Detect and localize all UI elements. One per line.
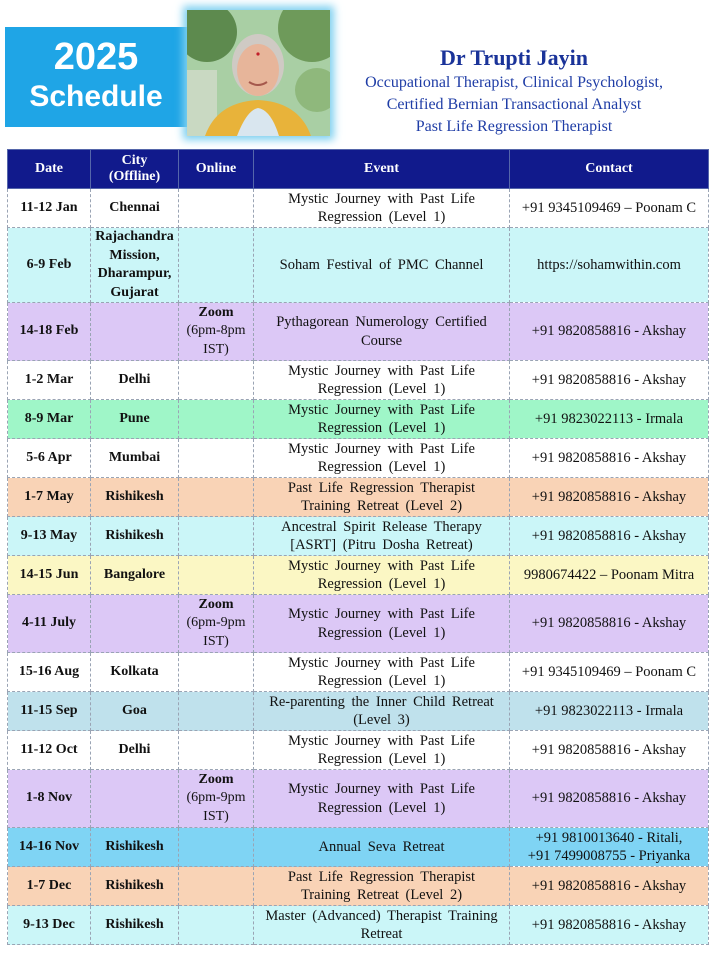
cell-city: Goa	[91, 692, 179, 731]
table-row	[8, 361, 709, 400]
cell-date: 11-12 Jan	[8, 189, 91, 228]
cell-contact: +91 9820858816 - Akshay	[510, 303, 709, 361]
doctor-name: Dr Trupti Jayin	[440, 45, 588, 70]
table-row	[8, 556, 709, 595]
cell-date: 4-11 July	[8, 595, 91, 653]
cell-online: Zoom (6pm-9pm IST)	[179, 595, 254, 653]
cell-contact: +91 9820858816 - Akshay	[510, 517, 709, 556]
table-row	[8, 653, 709, 692]
cell-city	[91, 303, 179, 361]
cell-date: 1-7 Dec	[8, 867, 91, 906]
cell-contact: +91 9820858816 - Akshay	[510, 361, 709, 400]
cell-event: Mystic Journey with Past Life Regression (Level 1)	[254, 361, 510, 400]
cell-online	[179, 478, 254, 517]
credential-line: Certified Bernian Transactional Analyst	[386, 96, 642, 113]
table-row	[8, 439, 709, 478]
cell-contact: +91 9820858816 - Akshay	[510, 731, 709, 770]
cell-city: Delhi	[91, 361, 179, 400]
cell-online	[179, 439, 254, 478]
table-row	[8, 692, 709, 731]
cell-online	[179, 828, 254, 867]
cell-online	[179, 556, 254, 595]
cell-event: Mystic Journey with Past Life Regression (Level 1)	[254, 731, 510, 770]
schedule-rows	[8, 189, 709, 945]
cell-city: Kolkata	[91, 653, 179, 692]
cell-date: 9-13 Dec	[8, 906, 91, 945]
cell-event: Past Life Regression Therapist Training Retreat (Level 2)	[254, 867, 510, 906]
badge-year: 2025	[53, 36, 139, 78]
cell-city: Chennai	[91, 189, 179, 228]
table-row	[8, 400, 709, 439]
table-row	[8, 770, 709, 828]
table-row	[8, 731, 709, 770]
cell-contact: +91 9823022113 - Irmala	[510, 400, 709, 439]
cell-date: 5-6 Apr	[8, 439, 91, 478]
cell-event: Pythagorean Numerology Certified Course	[254, 303, 510, 361]
cell-date: 1-2 Mar	[8, 361, 91, 400]
cell-online: Zoom (6pm-8pm IST)	[179, 303, 254, 361]
cell-event: Soham Festival of PMC Channel	[254, 228, 510, 303]
cell-date: 1-8 Nov	[8, 770, 91, 828]
col-header-city: City (Offline)	[91, 150, 179, 189]
cell-city: Rishikesh	[91, 517, 179, 556]
cell-event: Annual Seva Retreat	[254, 828, 510, 867]
profile-photo	[187, 10, 330, 136]
credential-line: Occupational Therapist, Clinical Psychologist,	[365, 74, 663, 91]
cell-city: Pune	[91, 400, 179, 439]
cell-event: Mystic Journey with Past Life Regression (Level 1)	[254, 653, 510, 692]
cell-date: 14-16 Nov	[8, 828, 91, 867]
cell-event: Mystic Journey with Past Life Regression (Level 1)	[254, 595, 510, 653]
cell-contact: 9980674422 – Poonam Mitra	[510, 556, 709, 595]
cell-online	[179, 731, 254, 770]
cell-contact: +91 9820858816 - Akshay	[510, 439, 709, 478]
cell-city: Mumbai	[91, 439, 179, 478]
table-row	[8, 595, 709, 653]
table-row	[8, 906, 709, 945]
cell-date: 8-9 Mar	[8, 400, 91, 439]
cell-contact: +91 9823022113 - Irmala	[510, 692, 709, 731]
cell-city: Rishikesh	[91, 906, 179, 945]
cell-city	[91, 595, 179, 653]
cell-contact: https://sohamwithin.com	[510, 228, 709, 303]
cell-city: Rishikesh	[91, 478, 179, 517]
cell-online	[179, 189, 254, 228]
cell-online	[179, 867, 254, 906]
cell-city: Bangalore	[91, 556, 179, 595]
cell-contact: +91 9345109469 – Poonam C	[510, 653, 709, 692]
cell-city	[91, 770, 179, 828]
cell-online	[179, 361, 254, 400]
cell-online	[179, 400, 254, 439]
cell-contact: +91 9820858816 - Akshay	[510, 770, 709, 828]
cell-contact: +91 9810013640 - Ritali, +91 7499008755 - Priyanka	[510, 828, 709, 867]
year-badge	[5, 27, 187, 127]
cell-online	[179, 653, 254, 692]
cell-contact: +91 9345109469 – Poonam C	[510, 189, 709, 228]
col-header-online: Online	[179, 150, 254, 189]
cell-date: 11-15 Sep	[8, 692, 91, 731]
table-row	[8, 828, 709, 867]
cell-contact: +91 9820858816 - Akshay	[510, 478, 709, 517]
cell-online	[179, 517, 254, 556]
cell-date: 14-15 Jun	[8, 556, 91, 595]
cell-online	[179, 906, 254, 945]
credential-line: Past Life Regression Therapist	[415, 118, 613, 135]
cell-event: Past Life Regression Therapist Training Retreat (Level 2)	[254, 478, 510, 517]
doctor-header	[338, 44, 690, 138]
schedule-table	[7, 149, 709, 945]
table-row	[8, 867, 709, 906]
cell-event: Mystic Journey with Past Life Regression (Level 1)	[254, 770, 510, 828]
cell-event: Ancestral Spirit Release Therapy [ASRT] (Pitru Dosha Retreat)	[254, 517, 510, 556]
cell-online	[179, 228, 254, 303]
table-header-row	[8, 150, 709, 189]
cell-city: Rajachandra Mission, Dharampur, Gujarat	[91, 228, 179, 303]
badge-label: Schedule	[29, 80, 163, 113]
cell-event: Mystic Journey with Past Life Regression (Level 1)	[254, 439, 510, 478]
cell-online: Zoom (6pm-9pm IST)	[179, 770, 254, 828]
cell-event: Master (Advanced) Therapist Training Retreat	[254, 906, 510, 945]
cell-event: Mystic Journey with Past Life Regression (Level 1)	[254, 556, 510, 595]
col-header-event: Event	[254, 150, 510, 189]
cell-event: Mystic Journey with Past Life Regression (Level 1)	[254, 400, 510, 439]
col-header-date: Date	[8, 150, 91, 189]
cell-date: 6-9 Feb	[8, 228, 91, 303]
cell-date: 15-16 Aug	[8, 653, 91, 692]
cell-date: 1-7 May	[8, 478, 91, 517]
cell-city: Rishikesh	[91, 828, 179, 867]
cell-contact: +91 9820858816 - Akshay	[510, 867, 709, 906]
cell-city: Rishikesh	[91, 867, 179, 906]
cell-contact: +91 9820858816 - Akshay	[510, 595, 709, 653]
table-row	[8, 189, 709, 228]
table-row	[8, 517, 709, 556]
cell-online	[179, 692, 254, 731]
cell-city: Delhi	[91, 731, 179, 770]
col-header-contact: Contact	[510, 150, 709, 189]
cell-contact: +91 9820858816 - Akshay	[510, 906, 709, 945]
cell-event: Mystic Journey with Past Life Regression (Level 1)	[254, 189, 510, 228]
cell-date: 9-13 May	[8, 517, 91, 556]
cell-date: 14-18 Feb	[8, 303, 91, 361]
cell-event: Re-parenting the Inner Child Retreat (Level 3)	[254, 692, 510, 731]
cell-date: 11-12 Oct	[8, 731, 91, 770]
table-row	[8, 228, 709, 303]
table-row	[8, 478, 709, 517]
table-row	[8, 303, 709, 361]
